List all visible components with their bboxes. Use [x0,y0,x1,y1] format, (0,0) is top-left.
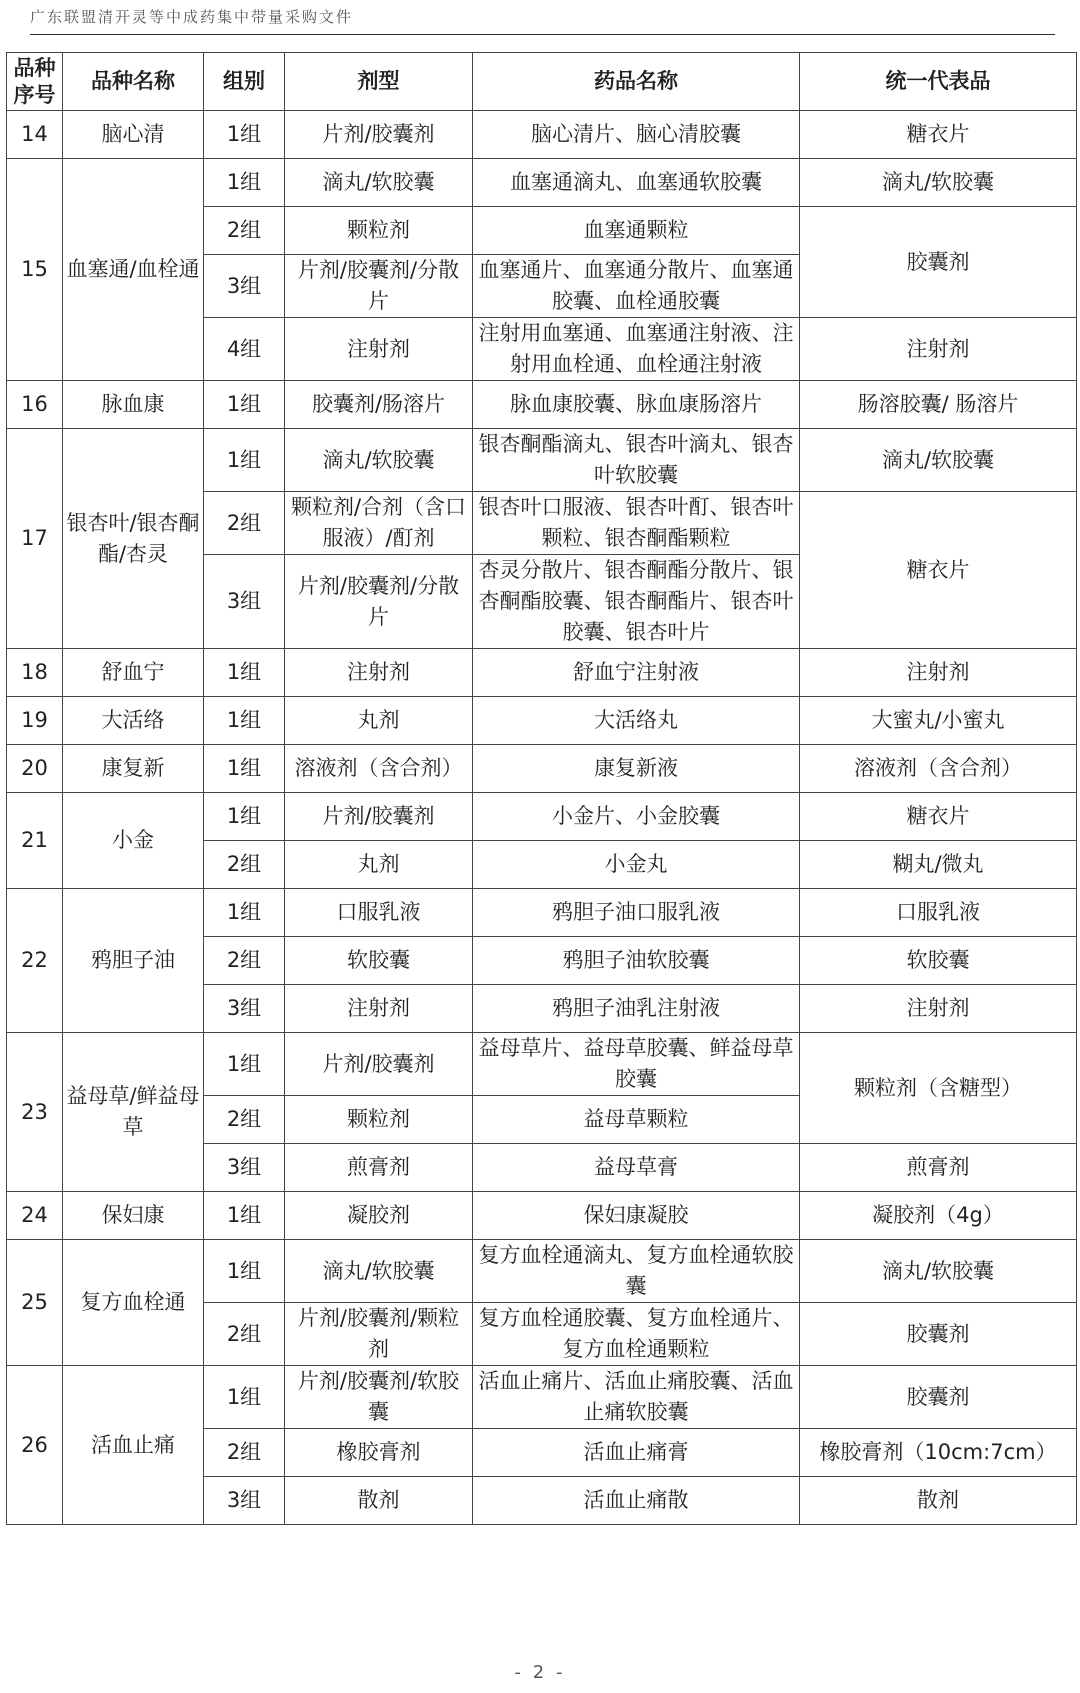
dosage-form-cell: 软胶囊 [285,937,473,985]
variety-serial-cell: 20 [7,745,63,793]
variety-name-cell: 活血止痛 [63,1366,204,1525]
dosage-form-cell: 口服乳液 [285,889,473,937]
table-row [7,111,1077,159]
variety-name-cell: 大活络 [63,697,204,745]
group-cell: 4组 [204,318,285,381]
drug-name-cell: 活血止痛散 [473,1477,800,1525]
table-row [7,1033,1077,1096]
dosage-form-cell: 滴丸/软胶囊 [285,1240,473,1303]
dosage-form-cell: 丸剂 [285,841,473,889]
variety-name-cell: 舒血宁 [63,649,204,697]
representative-cell: 煎膏剂 [800,1144,1077,1192]
drug-name-cell: 小金片、小金胶囊 [473,793,800,841]
dosage-form-cell: 凝胶剂 [285,1192,473,1240]
table-row [7,793,1077,841]
table-row [7,429,1077,492]
drug-name-cell: 小金丸 [473,841,800,889]
variety-name-cell: 益母草/鲜益母草 [63,1033,204,1192]
representative-cell: 注射剂 [800,318,1077,381]
dosage-form-cell: 片剂/胶囊剂/分散片 [285,255,473,318]
drug-name-cell: 鸦胆子油口服乳液 [473,889,800,937]
group-cell: 3组 [204,555,285,649]
representative-cell: 肠溶胶囊/ 肠溶片 [800,381,1077,429]
dosage-form-cell: 丸剂 [285,697,473,745]
drug-name-cell: 益母草颗粒 [473,1096,800,1144]
representative-cell: 胶囊剂 [800,1303,1077,1366]
dosage-form-cell: 散剂 [285,1477,473,1525]
representative-cell: 凝胶剂（4g） [800,1192,1077,1240]
drug-name-cell: 银杏酮酯滴丸、银杏叶滴丸、银杏叶软胶囊 [473,429,800,492]
representative-cell: 滴丸/软胶囊 [800,159,1077,207]
drug-name-cell: 舒血宁注射液 [473,649,800,697]
column-header-representative: 统一代表品 [800,53,1077,111]
document-header-title: 广东联盟清开灵等中成药集中带量采购文件 [30,8,354,26]
group-cell: 2组 [204,1429,285,1477]
variety-serial-cell: 21 [7,793,63,889]
table-row [7,1240,1077,1303]
dosage-form-cell: 颗粒剂 [285,207,473,255]
header-rule [30,34,1055,35]
variety-name-cell: 脑心清 [63,111,204,159]
variety-serial-cell: 25 [7,1240,63,1366]
representative-cell: 大蜜丸/小蜜丸 [800,697,1077,745]
drug-name-cell: 血塞通颗粒 [473,207,800,255]
dosage-form-cell: 片剂/胶囊剂 [285,793,473,841]
variety-name-cell: 血塞通/血栓通 [63,159,204,381]
representative-cell: 注射剂 [800,649,1077,697]
column-header-variety-name: 品种名称 [63,53,204,111]
drug-name-cell: 活血止痛膏 [473,1429,800,1477]
variety-serial-cell: 14 [7,111,63,159]
dosage-form-cell: 橡胶膏剂 [285,1429,473,1477]
group-cell: 3组 [204,1477,285,1525]
table-header-row [7,53,1077,111]
group-cell: 1组 [204,889,285,937]
drug-name-cell: 鸦胆子油软胶囊 [473,937,800,985]
drug-name-cell: 银杏叶口服液、银杏叶酊、银杏叶颗粒、银杏酮酯颗粒 [473,492,800,555]
dosage-form-cell: 片剂/胶囊剂/颗粒剂 [285,1303,473,1366]
drug-name-cell: 鸦胆子油乳注射液 [473,985,800,1033]
column-header-dosage-form: 剂型 [285,53,473,111]
dosage-form-cell: 注射剂 [285,985,473,1033]
representative-cell: 胶囊剂 [800,207,1077,318]
group-cell: 1组 [204,381,285,429]
dosage-form-cell: 片剂/胶囊剂 [285,111,473,159]
drug-name-cell: 血塞通滴丸、血塞通软胶囊 [473,159,800,207]
variety-serial-cell: 22 [7,889,63,1033]
table-body [7,111,1077,1525]
representative-cell: 散剂 [800,1477,1077,1525]
table-row [7,649,1077,697]
procurement-table [6,52,1077,1525]
drug-name-cell: 脑心清片、脑心清胶囊 [473,111,800,159]
dosage-form-cell: 片剂/胶囊剂 [285,1033,473,1096]
representative-cell: 橡胶膏剂（10cm:7cm） [800,1429,1077,1477]
variety-serial-cell: 16 [7,381,63,429]
drug-name-cell: 益母草膏 [473,1144,800,1192]
dosage-form-cell: 滴丸/软胶囊 [285,159,473,207]
table-row [7,697,1077,745]
group-cell: 1组 [204,745,285,793]
variety-serial-cell: 17 [7,429,63,649]
table-row [7,381,1077,429]
variety-serial-cell: 19 [7,697,63,745]
representative-cell: 颗粒剂（含糖型） [800,1033,1077,1144]
column-header-serial [7,53,63,111]
variety-name-cell: 小金 [63,793,204,889]
drug-name-cell: 复方血栓通胶囊、复方血栓通片、复方血栓通颗粒 [473,1303,800,1366]
group-cell: 2组 [204,841,285,889]
table-row [7,1192,1077,1240]
variety-serial-cell: 24 [7,1192,63,1240]
group-cell: 1组 [204,793,285,841]
dosage-form-cell: 片剂/胶囊剂/分散片 [285,555,473,649]
dosage-form-cell: 胶囊剂/肠溶片 [285,381,473,429]
dosage-form-cell: 颗粒剂/合剂（含口服液）/酊剂 [285,492,473,555]
group-cell: 1组 [204,649,285,697]
representative-cell: 溶液剂（含合剂） [800,745,1077,793]
group-cell: 3组 [204,1144,285,1192]
variety-name-cell: 保妇康 [63,1192,204,1240]
group-cell: 1组 [204,1366,285,1429]
group-cell: 1组 [204,1240,285,1303]
group-cell: 1组 [204,429,285,492]
drug-name-cell: 复方血栓通滴丸、复方血栓通软胶囊 [473,1240,800,1303]
representative-cell: 注射剂 [800,985,1077,1033]
group-cell: 2组 [204,207,285,255]
variety-name-cell: 脉血康 [63,381,204,429]
table-row [7,889,1077,937]
table-row [7,745,1077,793]
variety-serial-cell: 26 [7,1366,63,1525]
representative-cell: 胶囊剂 [800,1366,1077,1429]
drug-name-cell: 杏灵分散片、银杏酮酯分散片、银杏酮酯胶囊、银杏酮酯片、银杏叶胶囊、银杏叶片 [473,555,800,649]
table-row [7,1366,1077,1429]
dosage-form-cell: 片剂/胶囊剂/软胶囊 [285,1366,473,1429]
group-cell: 1组 [204,159,285,207]
drug-name-cell: 脉血康胶囊、脉血康肠溶片 [473,381,800,429]
variety-name-cell: 银杏叶/银杏酮酯/杏灵 [63,429,204,649]
variety-serial-cell: 18 [7,649,63,697]
representative-cell: 口服乳液 [800,889,1077,937]
representative-cell: 软胶囊 [800,937,1077,985]
group-cell: 2组 [204,492,285,555]
drug-name-cell: 活血止痛片、活血止痛胶囊、活血止痛软胶囊 [473,1366,800,1429]
drug-name-cell: 康复新液 [473,745,800,793]
table-row [7,159,1077,207]
variety-serial-cell: 15 [7,159,63,381]
representative-cell: 滴丸/软胶囊 [800,1240,1077,1303]
variety-name-cell: 康复新 [63,745,204,793]
dosage-form-cell: 滴丸/软胶囊 [285,429,473,492]
column-header-group: 组别 [204,53,285,111]
representative-cell: 糖衣片 [800,793,1077,841]
variety-name-cell: 复方血栓通 [63,1240,204,1366]
column-header-serial-line2: 序号 [13,82,56,107]
group-cell: 1组 [204,1192,285,1240]
dosage-form-cell: 注射剂 [285,649,473,697]
drug-name-cell: 保妇康凝胶 [473,1192,800,1240]
group-cell: 2组 [204,1303,285,1366]
drug-name-cell: 益母草片、益母草胶囊、鲜益母草胶囊 [473,1033,800,1096]
drug-name-cell: 注射用血塞通、血塞通注射液、注射用血栓通、血栓通注射液 [473,318,800,381]
variety-serial-cell: 23 [7,1033,63,1192]
group-cell: 1组 [204,111,285,159]
variety-name-cell: 鸦胆子油 [63,889,204,1033]
representative-cell: 糖衣片 [800,111,1077,159]
group-cell: 1组 [204,1033,285,1096]
dosage-form-cell: 注射剂 [285,318,473,381]
column-header-serial-line1: 品种 [13,55,56,80]
dosage-form-cell: 煎膏剂 [285,1144,473,1192]
group-cell: 2组 [204,937,285,985]
dosage-form-cell: 颗粒剂 [285,1096,473,1144]
dosage-form-cell: 溶液剂（含合剂） [285,745,473,793]
page-number: - 2 - [514,1662,566,1683]
representative-cell: 糖衣片 [800,492,1077,649]
group-cell: 1组 [204,697,285,745]
group-cell: 3组 [204,985,285,1033]
representative-cell: 滴丸/软胶囊 [800,429,1077,492]
group-cell: 2组 [204,1096,285,1144]
column-header-drug-name: 药品名称 [473,53,800,111]
drug-name-cell: 血塞通片、血塞通分散片、血塞通胶囊、血栓通胶囊 [473,255,800,318]
drug-name-cell: 大活络丸 [473,697,800,745]
group-cell: 3组 [204,255,285,318]
representative-cell: 糊丸/微丸 [800,841,1077,889]
